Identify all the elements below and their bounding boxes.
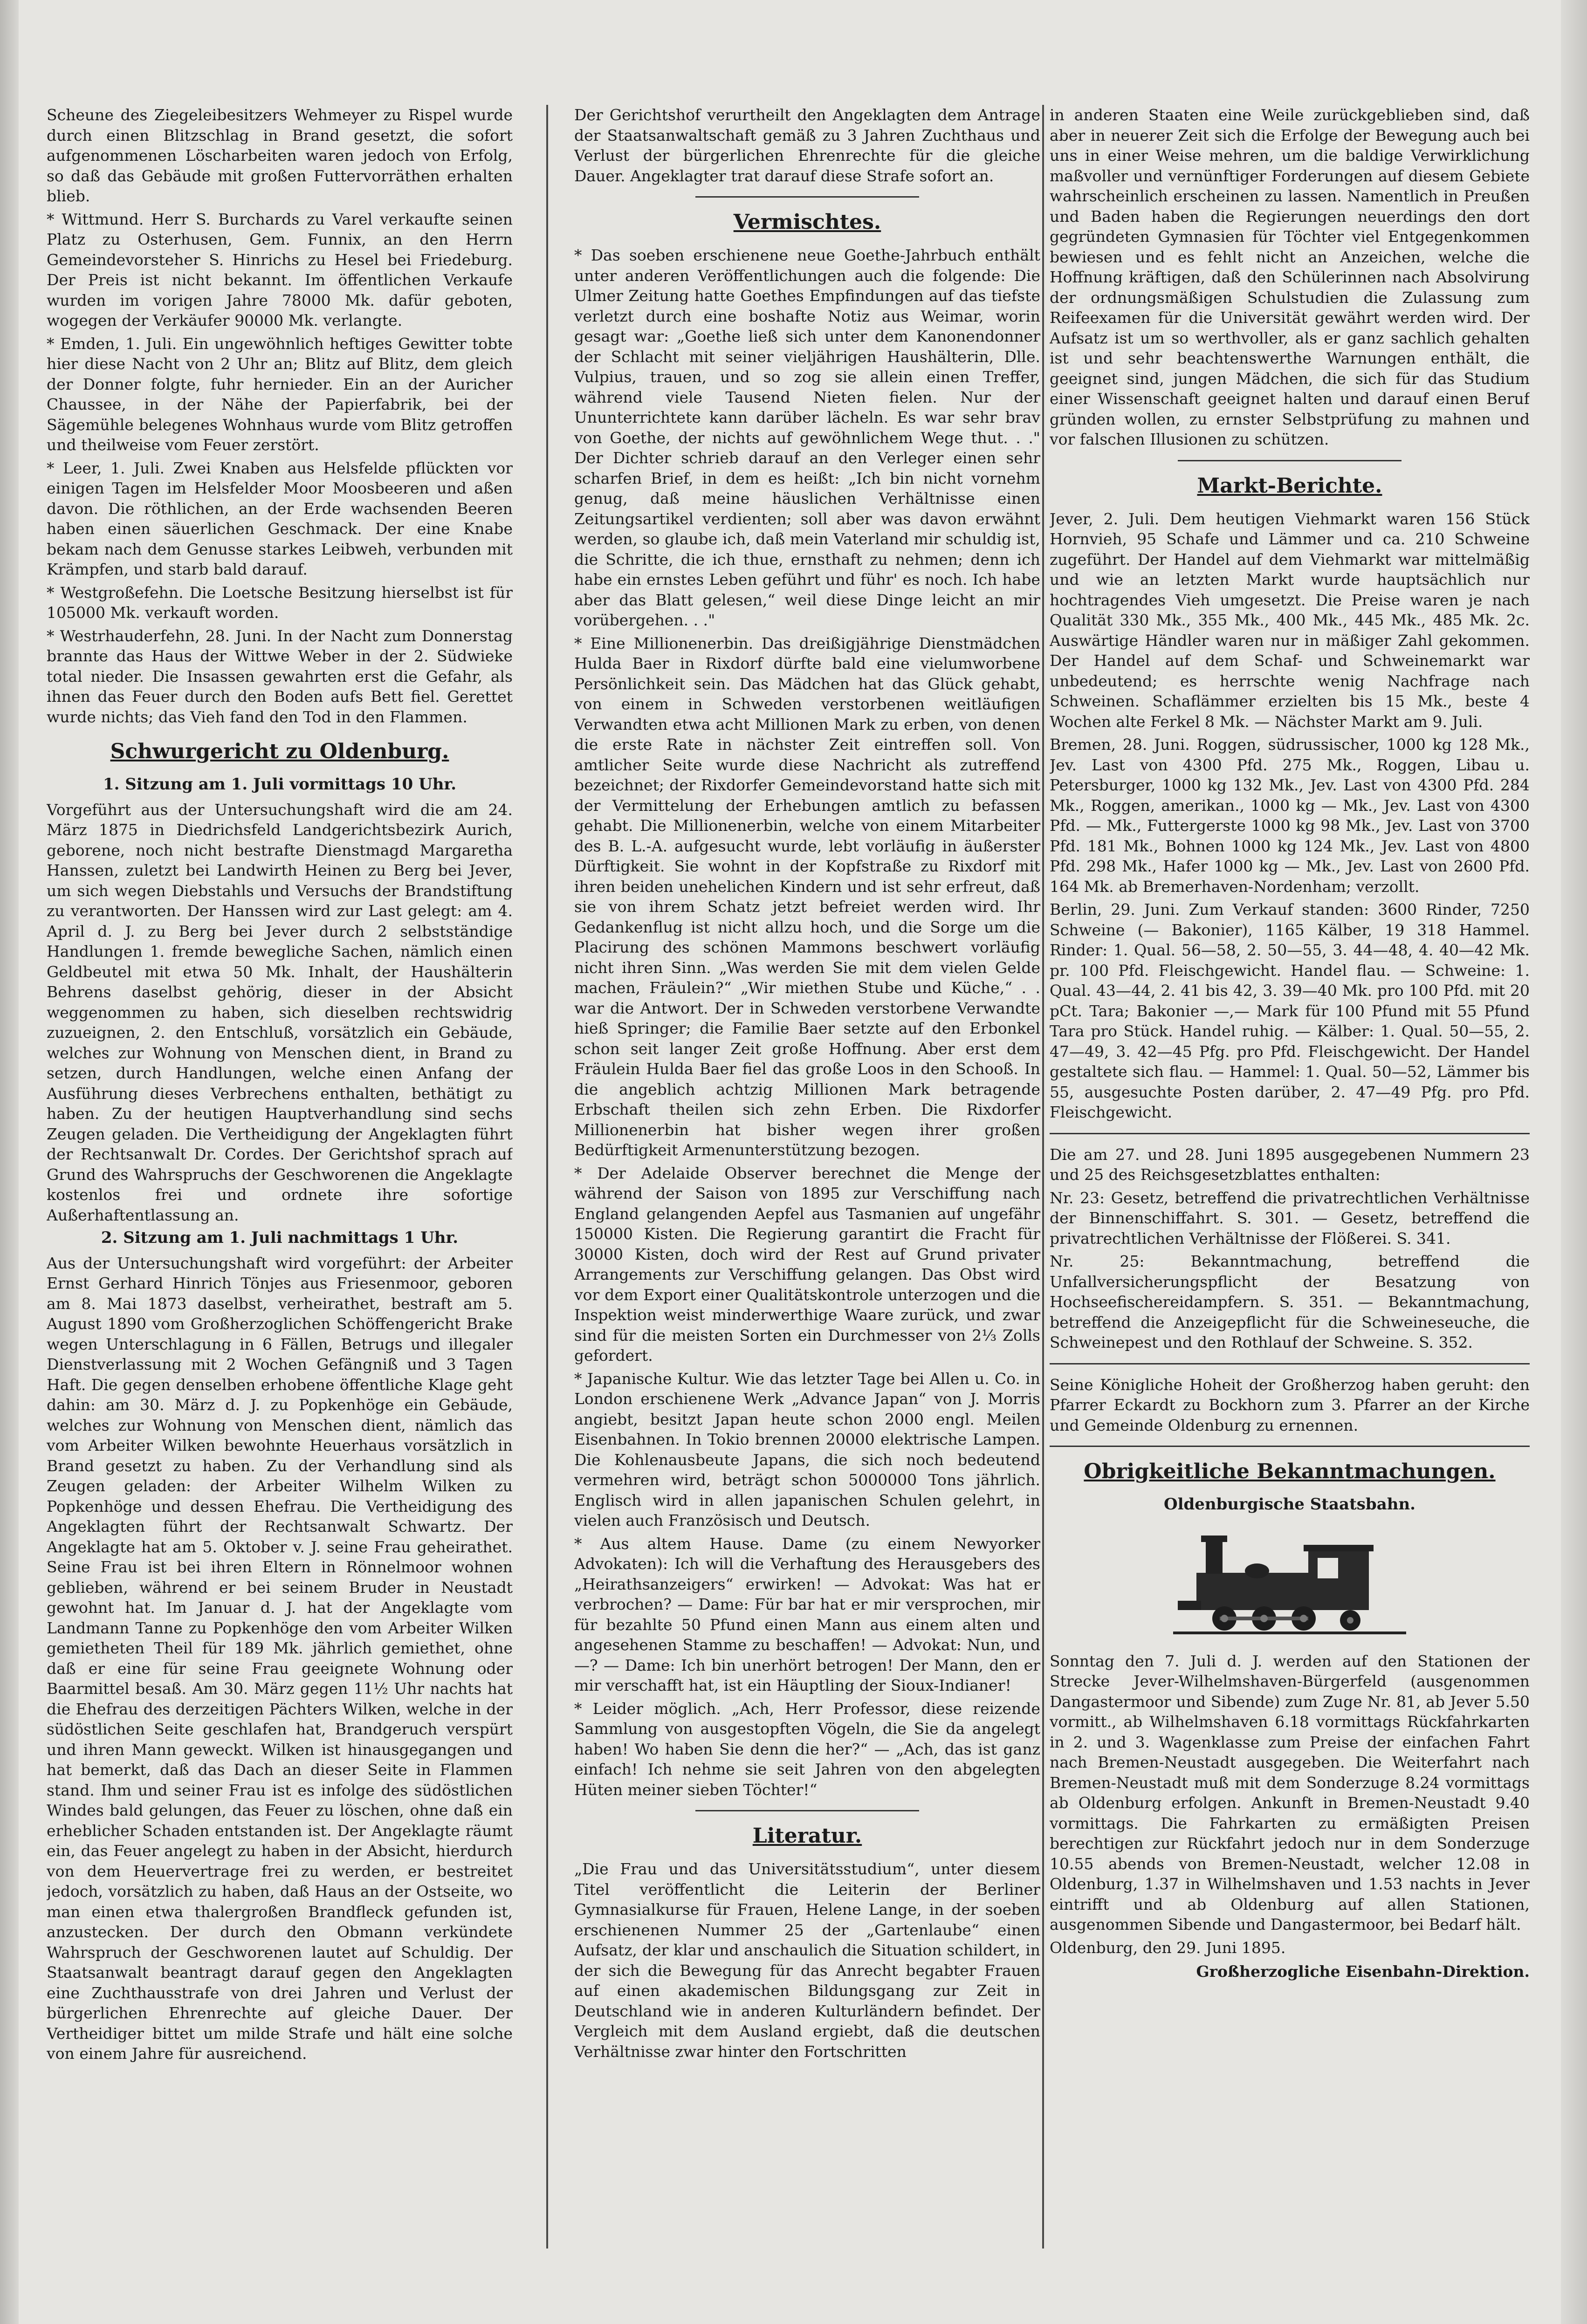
news-item: * Emden, 1. Juli. Ein ungewöhnlich heftiges Gewitter tobte hier diese Nacht von 2 Uhr an; Blitz auf Blitz, dem gleich der Donner folgte, fuhr hernieder. Ein an der Auricher Chaussee, in der Nähe der Papierfabrik, bei der Sägemühle belegenes Wohnhaus wurde vom Blitz getroffen und theilweise vom Feuer zerstört. <box>47 334 513 454</box>
section-heading: Vermischtes. <box>733 210 881 234</box>
column-2 <box>574 105 1040 2276</box>
section-heading: Markt-Berichte. <box>1197 473 1382 498</box>
notice-date: Oldenburg, den 29. Juni 1895. <box>1050 1938 1286 1957</box>
market-report: Bremen, 28. Juni. Roggen, südrussischer, 1000 kg 128 Mk., Jev. Last von 4300 Pfd. 275 Mk., Roggen, Libau u. Petersburger, 1000 kg 132 Mk., Jev. Last von 4300 Pfd. 284 Mk., Roggen, amerikan., 1000 kg — Mk., Jev. Last von 4300 Pfd. — Mk., Futtergerste 1000 kg 98 Mk., Jev. Last von 3700 Pfd. 181 Mk., Bohnen 1000 kg 124 Mk., Jev. Last von 4800 Pfd. 298 Mk., Hafer 1000 kg — Mk., Jev. Last von 2600 Pfd. 164 Mk. ab Bremerhaven-Nordenham; verzollt. <box>1050 735 1530 896</box>
article-text: in anderen Staaten eine Weile zurückgeblieben sind, daß aber in neuerer Zeit sich die Erfolge der Bewegung auch bei uns in einer Weise mehren, um die baldige Verwirklichung maßvoller und vernünftiger Forderungen auf diesem Gebiete wahrscheinlich erscheinen zu lassen. Namentlich in Preußen und Baden haben die Regierungen neuerdings den dort gegründeten Gymnasien für Töchter viel Entgegenkommen bewiesen und es fehlt nicht an Anzeichen, welche die Hoffnung kräftigen, daß den Schülerinnen nach Absolvirung der ordnungsmäßigen Schulstudien die Zulassung zum Reifeexamen für die Universität gewährt werden wird. Der Aufsatz ist um so werthvoller, als er ganz sachlich gehalten ist und sehr beachtenswerthe Warnungen enthält, die geeignet sind, jungen Mädchen, die sich für das Studium einer Wissenschaft geeignet halten und darauf einen Beruf gründen wollen, zu ernster Selbstprüfung zu mahnen und vor falschen Illusionen zu schützen. <box>1050 106 1530 448</box>
column-1 <box>47 105 513 2276</box>
previous-page-column <box>22 0 40 2324</box>
section-heading: Schwurgericht zu Oldenburg. <box>110 740 449 763</box>
page-right-edge <box>1561 0 1587 2324</box>
column-3 <box>1050 105 1530 2276</box>
column-rule <box>1042 105 1044 2249</box>
notice-text: Die am 27. und 28. Juni 1895 ausgegebenen Nummern 23 und 25 des Reichsgesetzblattes enthalten: <box>1050 1145 1530 1184</box>
news-item: * Leer, 1. Juli. Zwei Knaben aus Helsfelde pflückten vor einigen Tagen im Helsfelder Moor Moosbeeren und aßen davon. Die röthlichen, an der Erde wachsenden Beeren haben einen säuerlichen Geschmack. Der eine Knabe bekam nach dem Genusse starkes Leibweh, verbunden mit Krämpfen, und starb bald darauf. <box>47 459 513 578</box>
news-item: * Japanische Kultur. Wie das letzter Tage bei Allen u. Co. in London erschienene Werk „Advance Japan“ von J. Morris angiebt, besitzt Japan heute schon 2000 engl. Meilen Eisenbahnen. In Tokio brennen 20000 elektrische Lampen. Die Kohlenausbeute Japans, die sich noch bedeutend vermehren wird, beträgt schon 5000000 Tons jährlich. Englisch wird in allen japanischen Schulen gelehrt, in vielen auch Französisch und Deutsch. <box>574 1369 1040 1529</box>
divider <box>695 196 919 198</box>
news-item: * Eine Millionenerbin. Das dreißigjährige Dienstmädchen Hulda Baer in Rixdorf dürfte bald eine vielumworbene Persönlichkeit sein. Das Mädchen hat das Glück gehabt, von einem in Schweden verstorbenen weitläufigen Verwandten etwa acht Millionen Mark zu erben, von denen die erste Rate in nächster Zeit eintreffen soll. Von amtlicher Seite wurde diese Nachricht als zutreffend bezeichnet; der Rixdorfer Gemeindevorstand hatte sich mit der Vermittelung der Erhebungen amtlich zu befassen gehabt. Die Millionenerbin, welche von einem Mitarbeiter des B. L.-A. aufgesucht wurde, lebt vorläufig in äußerster Dürftigkeit. Sie wohnt in der Kopfstraße zu Rixdorf mit ihren beiden unehelichen Kindern und ist sehr erfreut, daß sie von ihrem Schatz jetzt befreiet werden wird. Ihr Gedankenflug ist nicht allzu hoch, und die Sorge um die Placirung des schönen Mammons beschwert vorläufig nicht ihren Sinn. „Was werden Sie mit dem vielen Gelde machen, Fräulein?“ „Wir miethen Stube und Küche,“ . . war die Antwort. Der in Schweden verstorbene Verwandte hieß Springer; die Familie Baer setzte auf den Erbonkel schon seit langer Zeit große Hoffnung. Aber erst dem Fräulein Hulda Baer fiel das große Loos in den Schooß. In die angeblich achtzig Millionen Mark betragende Erbschaft theilen sich zehn Erben. Die Rixdorfer Millionenerbin hat bisher wegen ihrer großen Bedürftigkeit Armenunterstützung bezogen. <box>574 634 1040 1159</box>
article-text: „Die Frau und das Universitätsstudium“, unter diesem Titel veröffentlicht die Leiterin der Berliner Gymnasialkurse für Frauen, Helene Lange, in der soeben erschienenen Nummer 25 der „Gartenlaube“ einen Aufsatz, der klar und anschaulich die Situation schildert, in der sich die Bewegung für das Anrecht begabter Frauen auf einen akademischen Bildungsgang zur Zeit in Deutschland wie in anderen Kulturländern befindet. Der Vergleich mit dem Ausland ergiebt, daß die deutschen Verhältnisse zwar hinter den Fortschritten <box>574 1860 1040 2061</box>
notice-text: Nr. 25: Bekanntmachung, betreffend die Unfallversicherungspflicht der Besatzung von Hochseefischereidampfern. S. 351. — Bekanntmachung, betreffend die Anzeigepflicht für die Schweineseuche, die Schweinepest und den Rothlauf der Schweine. S. 352. <box>1050 1252 1530 1351</box>
locomotive-icon <box>1168 1522 1411 1643</box>
divider <box>695 1810 919 1811</box>
news-item: Scheune des Ziegeleibesitzers Wehmeyer zu Rispel wurde durch einen Blitzschlag in Brand gesetzt, die sofort aufgenommenen Löscharbeiten waren jedoch von Erfolg, so daß das Gebäude mit großen Futtervorräthen erhalten blieb. <box>47 106 513 205</box>
news-item: * Leider möglich. „Ach, Herr Professor, diese reizende Sammlung von ausgestopften Vögeln, die Sie da angelegt haben! Wo haben Sie denn die her?“ — „Ach, das ist ganz einfach! Ich nehme sie seit Jahren von den abgelegten Hüten meiner sieben Töchter!“ <box>574 1699 1040 1799</box>
section-heading: Obrigkeitliche Bekanntmachungen. <box>1084 1460 1496 1483</box>
notice-text: Sonntag den 7. Juli d. J. werden auf den Stationen der Strecke Jever-Wilhelmshaven-Bürgerfeld (ausgenommen Dangastermoor und Sibende) zum Zuge Nr. 81, ab Jever 5.50 vormitt., ab Wilhelmshaven 6.18 vormittags Rückfahrkarten in 2. und 3. Wagenklasse zum Preise der einfachen Fahrt nach Bremen-Neustadt ausgegeben. Die Weiterfahrt nach Bremen-Neustadt muß mit dem Sonderzuge 8.24 vormittags ab Oldenburg erfolgen. Ankunft in Bremen-Neustadt 9.40 vormittags. Die Fahrkarten zu ermäßigten Preisen berechtigen zur Rückfahrt jedoch nur in dem Sonderzuge 10.55 abends von Bremen-Neustadt, welcher 12.08 in Oldenburg, 1.37 in Wilhelmshaven und 1.53 nachts in Jever eintrifft und ab Oldenburg auf allen Stationen, ausgenommen Sibende und Dangastermoor, bei Bedarf hält. <box>1050 1652 1530 1933</box>
subheading: 2. Sitzung am 1. Juli nachmittags 1 Uhr. <box>101 1228 459 1247</box>
notice-text: Nr. 23: Gesetz, betreffend die privatrechtlichen Verhältnisse der Binnenschiffahrt. S. 301. — Gesetz, betreffend die privatrechtlichen Verhältnisse der Flößerei. S. 341. <box>1050 1188 1530 1248</box>
news-item: * Wittmund. Herr S. Burchards zu Varel verkaufte seinen Platz zu Osterhusen, Gem. Funnix, an den Herrn Gemeindevorsteher S. Hinrichs zu Hesel bei Friedeburg. Der Preis ist nicht bekannt. Im öffentlichen Verkaufe wurden im vorigen Jahre 78000 Mk. dafür geboten, wogegen der Verkäufer 90000 Mk. verlangte. <box>47 210 513 329</box>
divider <box>1050 1133 1530 1134</box>
column-rule <box>546 105 548 2249</box>
signature: Großherzogliche Eisenbahn-Direktion. <box>1196 1962 1530 1981</box>
market-report: Jever, 2. Juli. Dem heutigen Viehmarkt waren 156 Stück Hornvieh, 95 Schafe und Lämmer und ca. 210 Schweine zugeführt. Der Handel auf dem Viehmarkt war mittelmäßig und wie an letzten Markt wurde hauptsächlich nur hochtragendes Vieh umgesetzt. Die Preise waren je nach Qualität 330 Mk., 355 Mk., 400 Mk., 445 Mk., 485 Mk. 2c. Auswärtige Händler waren nur in mäßiger Zahl gekommen. Der Handel auf dem Schaf- und Schweinemarkt war unbedeutend; es herrschte wenig Nachfrage nach Schweinen. Schaflämmer erzielten bis 15 Mk., beste 4 Wochen alte Ferkel 8 Mk. — Nächster Markt am 9. Juli. <box>1050 509 1530 731</box>
news-item: * Westgroßefehn. Die Loetsche Besitzung hierselbst ist für 105000 Mk. verkauft worden. <box>47 583 513 622</box>
article-text: Vorgeführt aus der Untersuchungshaft wird die am 24. März 1875 in Diedrichsfeld Landgerichtsbezirk Aurich, geborene, noch nicht bestrafte Dienstmagd Margaretha Hanssen, zuletzt bei Landwirth Heinen zu Berg bei Jever, um sich wegen Diebstahls und Versuchs der Brandstiftung zu verantworten. Der Hanssen wird zur Last gelegt: am 4. April d. J. zu Berg bei Jever durch 2 selbstständige Handlungen 1. fremde bewegliche Sachen, nämlich einen Geldbeutel mit etwa 50 Mk. Inhalt, der Haushälterin Behrens daselbst gehörig, dieser in der Absicht weggenommen zu haben, sich dieselben rechtswidrig zuzueignen, 2. den Entschluß, vorsätzlich ein Gebäude, welches zur Wohnung von Menschen dient, in Brand zu setzen, durch Handlungen, welche einen Anfang der Ausführung dieses Verbrechens enthalten, bethätigt zu haben. Zu der heutigen Hauptverhandlung sind sechs Zeugen geladen. Die Vertheidigung der Angeklagten führt der Rechtsanwalt Dr. Cordes. Der Gerichtshof sprach auf Grund des Wahrspruchs der Geschworenen die Angeklagte kostenlos frei und ordnete ihre sofortige Außerhaftentlassung an. <box>47 800 513 1224</box>
section-heading: Literatur. <box>752 1824 862 1848</box>
divider <box>1050 1363 1530 1364</box>
news-item: * Aus altem Hause. Dame (zu einem Newyorker Advokaten): Ich will die Verhaftung des Herausgebers des „Heirathsanzeigers“ erwirken! — Advokat: Was hat er verbrochen? — Dame: Für bar hat er mir versprochen, mir für bezahlte 50 Pfund einen Mann aus einem alten und angesehenen Stamme zu beschaffen! — Advokat: Nun, und —? — Dame: Ich bin unerhört betrogen! Der Mann, den er mir verschafft hat, ist ein Häuptling der Sioux-Indianer! <box>574 1534 1040 1694</box>
news-item: * Das soeben erschienene neue Goethe-Jahrbuch enthält unter anderen Veröffentlichungen auch die folgende: Die Ulmer Zeitung hatte Goethes Empfindungen auf das tiefste verletzt durch eine boshafte Notiz aus Weimar, worin gesagt war: „Goethe ließ sich unter dem Kanonendonner der Schlacht mit seiner vieljährigen Haushälterin, Dlle. Vulpius, trauen, und so zog sie allein einen Treffer, während viele Tausend Nieten fielen. Nur der Ununterrichtete kann darüber lächeln. Es war sehr brav von Goethe, der nichts auf gewöhnlichem Wege thut. . ." Der Dichter schrieb darauf an den Verleger einen sehr scharfen Brief, in dem es heißt: „Ich bin nicht vornehm genug, daß meine häuslichen Verhältnisse einen Zeitungsartikel verdienten; soll aber was davon erwähnt werden, so glaube ich, daß mein Vaterland mir schuldig ist, die Schritte, die ich thue, ernsthaft zu nehmen; denn ich habe ein ernstes Leben geführt und führ' es noch. Ich habe aber das Blatt gelesen,“ weil diese Dinge leicht an mir vorübergehen. . ." <box>574 246 1040 629</box>
market-report: Berlin, 29. Juni. Zum Verkauf standen: 3600 Rinder, 7250 Schweine (— Bakonier), 1165 Kälber, 19 318 Hammel. Rinder: 1. Qual. 56—58, 2. 50—55, 3. 44—48, 4. 40—42 Mk. pr. 100 Pfd. Fleischgewicht. Handel flau. — Schweine: 1. Qual. 43—44, 2. 41 bis 42, 3. 39—40 Mk. pro 100 Pfd. mit 20 pCt. Tara; Bakonier —,— Mark für 100 Pfund mit 55 Pfund Tara pro Stück. Handel ruhig. — Kälber: 1. Qual. 50—55, 2. 47—49, 3. 42—45 Pfg. pro Pfd. Fleischgewicht. Der Handel gestaltete sich flau. — Hammel: 1. Qual. 50—52, Lämmer bis 55, ausgesuchte Posten darüber, 2. 47—49 Pfg. pro Pfd. Fleischgewicht. <box>1050 900 1530 1121</box>
news-item: * Westrhauderfehn, 28. Juni. In der Nacht zum Donnerstag brannte das Haus der Wittwe Weber in der 2. Südwieke total nieder. Die Insassen gewahrten erst die Gefahr, als ihnen das Feuer durch den Boden aufs Bett fiel. Gerettet wurde nichts; das Vieh fand den Tod in den Flammen. <box>47 626 513 726</box>
notice-text: Seine Königliche Hoheit der Großherzog haben geruht: den Pfarrer Eckardt zu Bockhorn zum 3. Pfarrer an der Kirche und Gemeinde Oldenburg zu ernennen. <box>1050 1375 1530 1434</box>
divider <box>1178 460 1402 461</box>
divider <box>1050 1446 1530 1447</box>
article-text: Der Gerichtshof verurtheilt den Angeklagten dem Antrage der Staatsanwaltschaft gemäß zu 3 Jahren Zuchthaus und Verlust der bürgerlichen Ehrenrechte für die gleiche Dauer. Angeklagter trat darauf diese Strafe sofort an. <box>574 106 1040 185</box>
article-text: Aus der Untersuchungshaft wird vorgeführt: der Arbeiter Ernst Gerhard Hinrich Tönjes aus Friesenmoor, geboren am 8. Mai 1873 daselbst, verheirathet, bestraft am 5. August 1890 vom Großherzoglichen Schöffengericht Brake wegen Unterschlagung in 6 Fällen, Betrugs und illegaler Dienstverlassung mit 2 Wochen Gefängniß und 3 Tagen Haft. Die gegen denselben erhobene öffentliche Klage geht dahin: am 30. März d. J. zu Popkenhöge ein Gebäude, welches zur Wohnung von Menschen dient, nämlich das vom Arbeiter Wilken bewohnte Heuerhaus vorsätzlich in Brand gesetzt zu haben. Zu der Verhandlung sind als Zeugen geladen: der Arbeiter Wilhelm Wilken zu Popkenhöge und dessen Ehefrau. Die Vertheidigung des Angeklagten führt der Rechtsanwalt Schwartz. Der Angeklagte hat am 5. Oktober v. J. seine Frau geheirathet. Seine Frau ist bei ihren Eltern in Rönnelmoor wohnen geblieben, während er bei seinem Bruder in Neustadt gewohnt hat. Im Januar d. J. hat der Angeklagte vom Landmann Tanne zu Popkenhöge den vom Arbeiter Wilken gemietheten Theil für 189 Mk. jährlich gemiethet, ohne daß er eine für seine Frau geeignete Wohnung oder Baarmittel besaß. Am 30. März gegen 11½ Uhr nachts hat die Ehefrau des derzeitigen Pächters Wilken, welche in der südöstlichen Seite geschlafen hat, Brandgeruch verspürt und ihren Mann geweckt. Wilken ist hinausgegangen und hat bemerkt, daß das Dach an dieser Seite in Flammen stand. Ihm und seiner Frau ist es infolge des südöstlichen Windes bald gelungen, das Feuer zu löschen, ohne daß ein erheblicher Schaden entstanden ist. Der Angeklagte räumt ein, das Feuer angelegt zu haben in der Absicht, hierdurch von dem Heuervertrage frei zu werden, er bestreitet jedoch, vorsätzlich zu haben, daß Haus an der Ostseite, wo man einen etwa thalergroßen Brandfleck gefunden ist, anzustecken. Der durch den Obmann verkündete Wahrspruch der Geschworenen lautet auf Schuldig. Der Staatsanwalt beantragt darauf gegen den Angeklagten eine Zuchthausstrafe von drei Jahren und Verlust der bürgerlichen Ehrenrechte auf gleiche Dauer. Der Vertheidiger bittet um milde Strafe und hält eine solche von einem Jahre für ausreichend. <box>47 1254 513 2063</box>
page-binding-edge <box>0 0 19 2324</box>
news-item: * Der Adelaide Observer berechnet die Menge der während der Saison von 1895 zur Verschiffung nach England gelangenden Aepfel aus Tasmanien auf ungefähr 150000 Kisten. Die Regierung garantirt die Fracht für 30000 Kisten, doch wird der Rest auf Grund privater Arrangements zur Verschiffung gelangen. Das Obst wird vor dem Export einer Qualitätskontrole unterzogen und die Inspektion weist minderwerthige Waare zurück, und zwar sind für die meisten Sorten ein Durchmesser von 2⅓ Zolls gefordert. <box>574 1164 1040 1364</box>
subheading: 1. Sitzung am 1. Juli vormittags 10 Uhr. <box>103 775 457 794</box>
subheading: Oldenburgische Staatsbahn. <box>1163 1495 1416 1514</box>
